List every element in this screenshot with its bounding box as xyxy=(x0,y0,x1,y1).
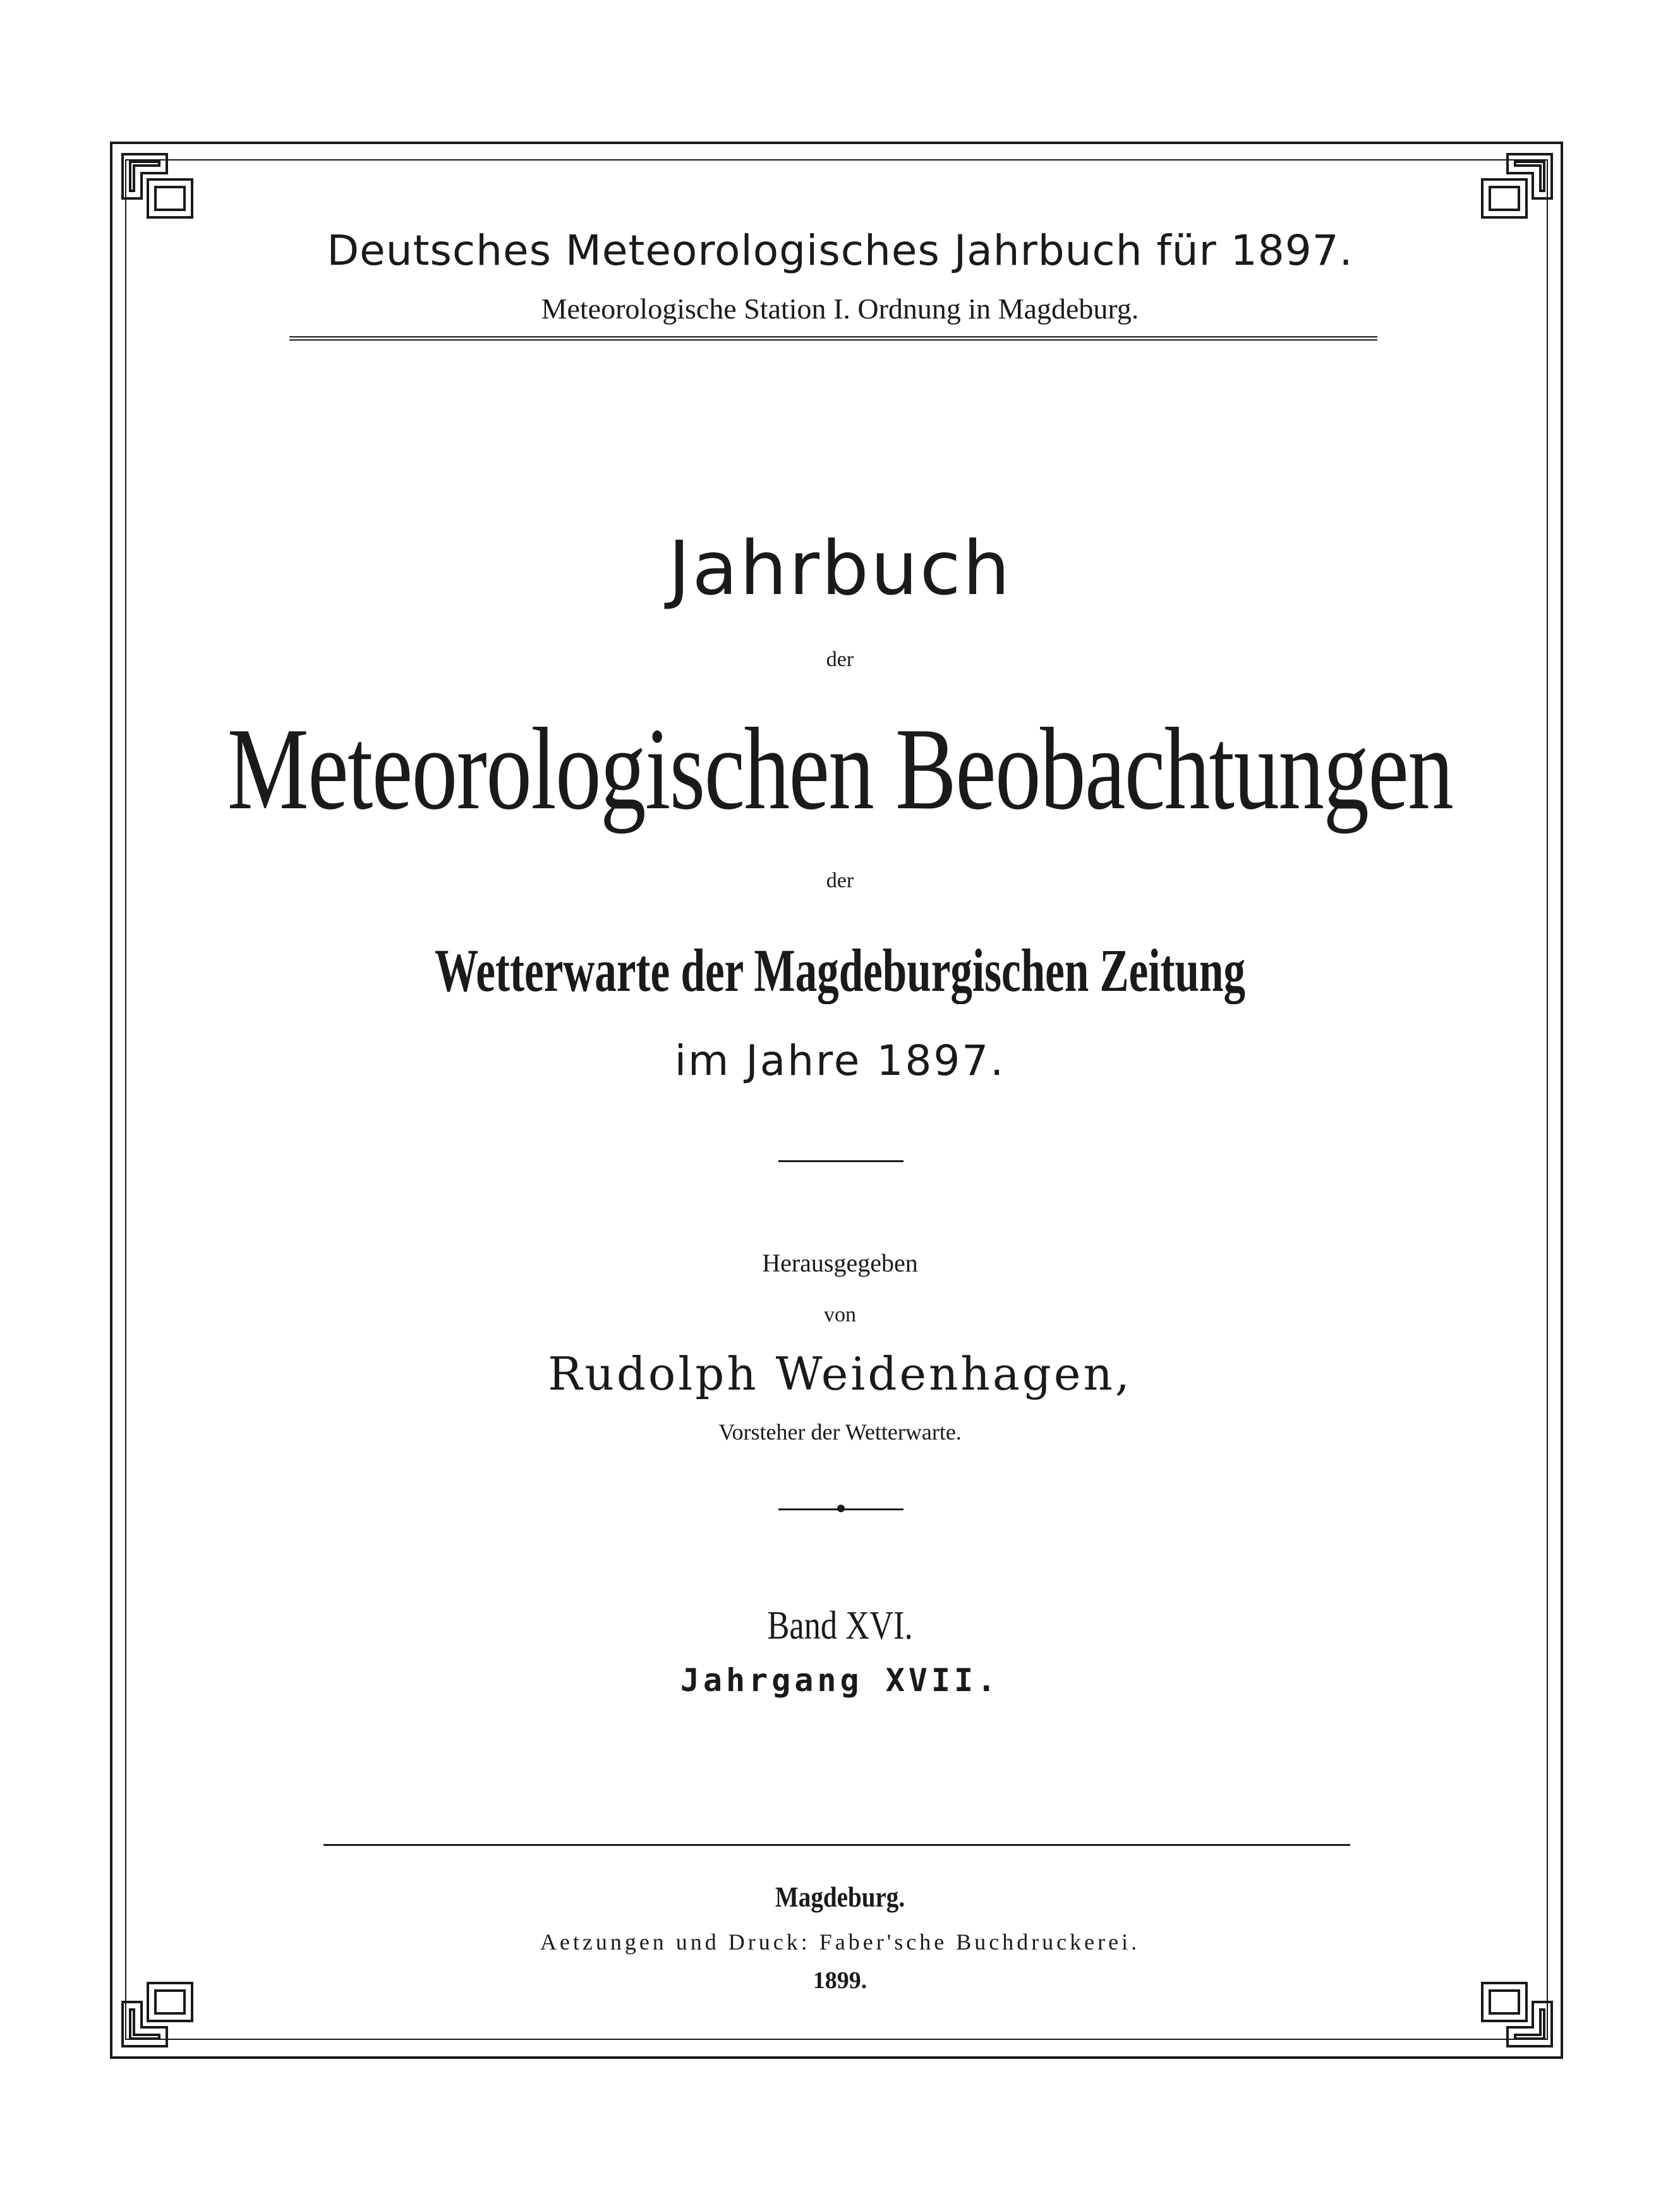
imprint-printer: Aetzungen und Druck: Faber'sche Buchdruckerei. xyxy=(540,1929,1140,1955)
separator-dot xyxy=(837,1505,845,1512)
volume-jahrgang: Jahrgang XVII. xyxy=(680,1662,1000,1699)
editor-role: Vorsteher der Wetterwarte. xyxy=(718,1419,962,1445)
connector-der-1: der xyxy=(826,648,854,671)
imprint-year: 1899. xyxy=(813,1967,867,1994)
volume-band: Band XVI. xyxy=(767,1603,913,1647)
year-line: im Jahre 1897. xyxy=(674,1036,1006,1085)
imprint-rule xyxy=(323,1844,1350,1846)
edited-by-label: Herausgegeben xyxy=(762,1249,918,1277)
imprint-city: Magdeburg. xyxy=(775,1881,905,1913)
series-title: Deutsches Meteorologisches Jahrbuch für 1897. xyxy=(327,226,1353,275)
connector-der-2: der xyxy=(826,869,854,892)
main-title: Meteorologischen Beobachtungen xyxy=(227,704,1453,834)
institution-title: Wetterwarte der Magdeburgischen Zeitung xyxy=(434,937,1245,1004)
station-subtitle: Meteorologische Station I. Ordnung in Magdeburg. xyxy=(541,293,1139,325)
header-double-rule xyxy=(289,336,1377,341)
title-jahrbuch: Jahrbuch xyxy=(668,525,1012,612)
von-label: von xyxy=(824,1303,856,1326)
inner-border-frame xyxy=(125,159,1548,2040)
editor-name: Rudolph Weidenhagen, xyxy=(548,1347,1132,1400)
separator-rule-1 xyxy=(778,1160,903,1162)
